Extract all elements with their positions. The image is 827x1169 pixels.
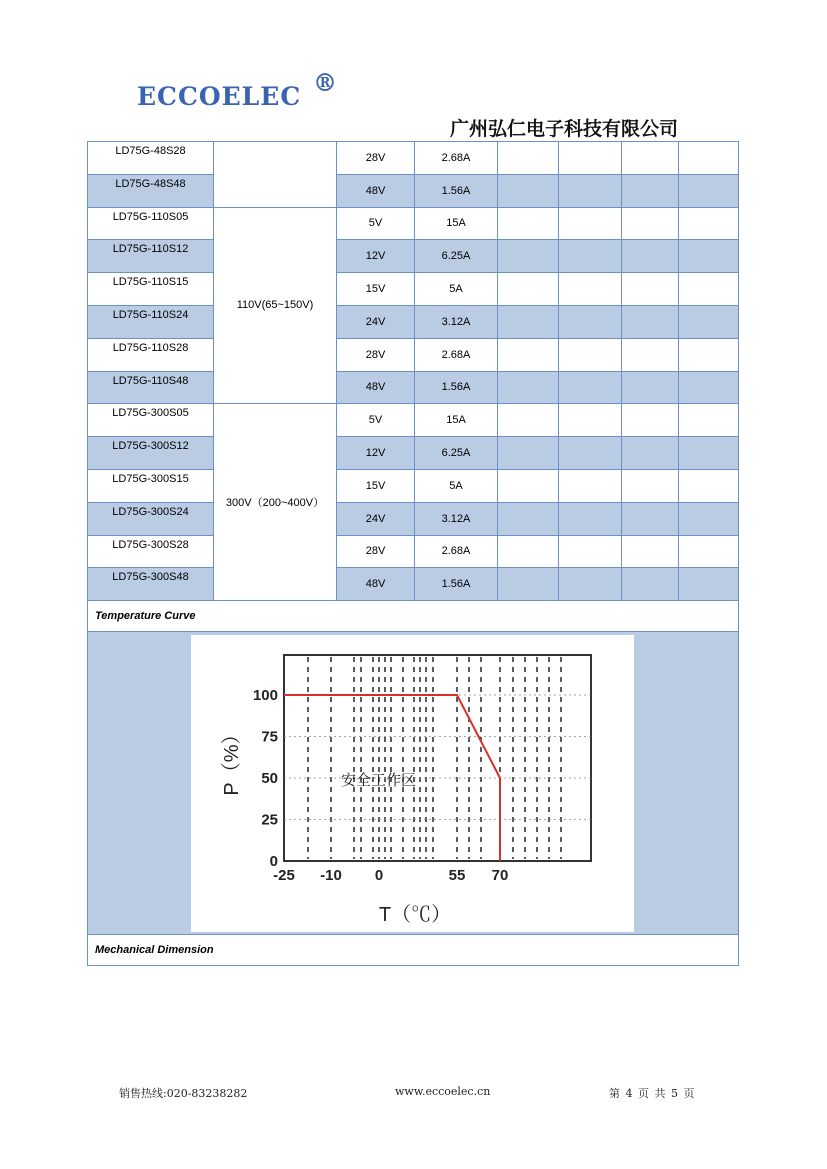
empty-cell — [622, 338, 679, 371]
table-row — [88, 404, 739, 437]
empty-cell — [679, 568, 739, 601]
table-row — [88, 207, 739, 240]
table-row — [88, 502, 739, 535]
empty-cell — [498, 207, 559, 240]
output-voltage-cell: 5V — [337, 207, 415, 240]
empty-cell — [559, 273, 622, 306]
empty-cell — [679, 502, 739, 535]
output-voltage-cell: 48V — [337, 371, 415, 404]
empty-cell — [679, 174, 739, 207]
empty-cell — [498, 273, 559, 306]
model-cell: LD75G-110S48 — [88, 371, 214, 404]
empty-cell — [622, 437, 679, 470]
section-row — [88, 601, 739, 632]
empty-cell — [622, 502, 679, 535]
input-voltage-cell: 110V(65~150V) — [214, 207, 337, 404]
empty-cell — [679, 273, 739, 306]
mechanical-dimension-heading: Mechanical Dimension — [88, 935, 739, 966]
empty-cell — [622, 174, 679, 207]
input-voltage-cell — [214, 142, 337, 208]
y-tick-label: 0 — [269, 852, 278, 870]
y-tick-label: 25 — [261, 811, 278, 829]
company-logo — [137, 68, 338, 111]
empty-cell — [559, 338, 622, 371]
output-current-cell: 2.68A — [415, 535, 498, 568]
output-voltage-cell: 24V — [337, 305, 415, 338]
table-row — [88, 338, 739, 371]
x-tick-label: 55 — [448, 866, 466, 884]
output-voltage-cell: 12V — [337, 240, 415, 273]
model-cell: LD75G-300S12 — [88, 437, 214, 470]
model-cell: LD75G-110S28 — [88, 338, 214, 371]
output-current-cell: 1.56A — [415, 371, 498, 404]
output-current-cell: 3.12A — [415, 502, 498, 535]
empty-cell — [559, 174, 622, 207]
empty-cell — [622, 469, 679, 502]
input-voltage-cell: 300V（200~400V） — [214, 404, 337, 601]
table-row — [88, 535, 739, 568]
x-tick-label: -25 — [273, 866, 295, 884]
page-number: 第 4 页 共 5 页 — [609, 1087, 695, 1100]
empty-cell — [498, 404, 559, 437]
output-voltage-cell: 28V — [337, 142, 415, 175]
empty-cell — [622, 404, 679, 437]
empty-cell — [559, 535, 622, 568]
model-cell: LD75G-110S15 — [88, 273, 214, 306]
output-voltage-cell: 12V — [337, 437, 415, 470]
table-row — [88, 437, 739, 470]
empty-cell — [622, 535, 679, 568]
table-row — [88, 273, 739, 306]
empty-cell — [498, 305, 559, 338]
registered-mark: ® — [313, 68, 338, 97]
x-tick-label: -10 — [320, 866, 342, 884]
output-current-cell: 6.25A — [415, 437, 498, 470]
table-row — [88, 240, 739, 273]
empty-cell — [679, 305, 739, 338]
empty-cell — [559, 469, 622, 502]
output-voltage-cell: 28V — [337, 338, 415, 371]
temperature-curve-cell — [88, 632, 739, 935]
table-row — [88, 568, 739, 601]
empty-cell — [559, 502, 622, 535]
output-voltage-cell: 15V — [337, 273, 415, 306]
output-current-cell: 1.56A — [415, 174, 498, 207]
empty-cell — [498, 502, 559, 535]
output-current-cell: 1.56A — [415, 568, 498, 601]
output-current-cell: 15A — [415, 404, 498, 437]
y-tick-label: 50 — [261, 769, 278, 787]
empty-cell — [679, 404, 739, 437]
empty-cell — [559, 142, 622, 175]
model-cell: LD75G-110S24 — [88, 305, 214, 338]
model-cell: LD75G-48S28 — [88, 142, 214, 175]
temperature-curve-heading: Temperature Curve — [88, 601, 739, 632]
model-cell: LD75G-300S05 — [88, 404, 214, 437]
y-axis-label: P（%） — [221, 724, 243, 796]
empty-cell — [679, 371, 739, 404]
y-tick-label: 100 — [252, 686, 278, 704]
empty-cell — [498, 338, 559, 371]
empty-cell — [498, 535, 559, 568]
output-current-cell: 6.25A — [415, 240, 498, 273]
output-current-cell: 2.68A — [415, 142, 498, 175]
product-spec-table — [87, 141, 739, 966]
empty-cell — [679, 535, 739, 568]
y-tick-label: 75 — [261, 728, 278, 746]
empty-cell — [559, 371, 622, 404]
empty-cell — [679, 338, 739, 371]
x-axis-label: T（℃） — [378, 903, 452, 926]
section-row — [88, 935, 739, 966]
logo-text: ECCOELEC — [137, 82, 302, 111]
output-voltage-cell: 28V — [337, 535, 415, 568]
output-voltage-cell: 48V — [337, 568, 415, 601]
sales-hotline: 销售热线:020-83238282 — [119, 1087, 248, 1100]
model-cell: LD75G-48S48 — [88, 174, 214, 207]
chart-row — [88, 632, 739, 935]
model-cell: LD75G-110S05 — [88, 207, 214, 240]
empty-cell — [559, 404, 622, 437]
empty-cell — [622, 371, 679, 404]
empty-cell — [498, 240, 559, 273]
table-row — [88, 305, 739, 338]
empty-cell — [679, 240, 739, 273]
empty-cell — [679, 469, 739, 502]
empty-cell — [622, 142, 679, 175]
company-name: 广州弘仁电子科技有限公司 — [450, 118, 679, 140]
empty-cell — [679, 437, 739, 470]
empty-cell — [559, 568, 622, 601]
empty-cell — [622, 207, 679, 240]
empty-cell — [559, 207, 622, 240]
empty-cell — [622, 273, 679, 306]
temperature-derating-chart — [191, 635, 634, 932]
table-row — [88, 174, 739, 207]
output-current-cell: 5A — [415, 469, 498, 502]
output-voltage-cell: 5V — [337, 404, 415, 437]
empty-cell — [498, 469, 559, 502]
empty-cell — [622, 568, 679, 601]
table-row — [88, 371, 739, 404]
empty-cell — [498, 437, 559, 470]
empty-cell — [498, 568, 559, 601]
model-cell: LD75G-300S15 — [88, 469, 214, 502]
output-voltage-cell: 48V — [337, 174, 415, 207]
table-row — [88, 469, 739, 502]
empty-cell — [622, 240, 679, 273]
empty-cell — [559, 437, 622, 470]
website-link[interactable]: www.eccoelec.cn — [395, 1085, 491, 1098]
empty-cell — [498, 142, 559, 175]
output-current-cell: 3.12A — [415, 305, 498, 338]
table-row — [88, 142, 739, 175]
model-cell: LD75G-300S28 — [88, 535, 214, 568]
empty-cell — [559, 305, 622, 338]
output-current-cell: 5A — [415, 273, 498, 306]
model-cell: LD75G-300S24 — [88, 502, 214, 535]
output-voltage-cell: 15V — [337, 469, 415, 502]
plot-frame — [284, 655, 591, 861]
x-tick-label: 0 — [374, 866, 384, 884]
empty-cell — [559, 240, 622, 273]
empty-cell — [622, 305, 679, 338]
output-current-cell: 15A — [415, 207, 498, 240]
x-tick-label: 70 — [491, 866, 509, 884]
empty-cell — [679, 207, 739, 240]
empty-cell — [498, 174, 559, 207]
model-cell: LD75G-110S12 — [88, 240, 214, 273]
safe-zone-annotation: 安全工作区 — [341, 771, 417, 789]
empty-cell — [498, 371, 559, 404]
model-cell: LD75G-300S48 — [88, 568, 214, 601]
output-voltage-cell: 24V — [337, 502, 415, 535]
empty-cell — [679, 142, 739, 175]
output-current-cell: 2.68A — [415, 338, 498, 371]
